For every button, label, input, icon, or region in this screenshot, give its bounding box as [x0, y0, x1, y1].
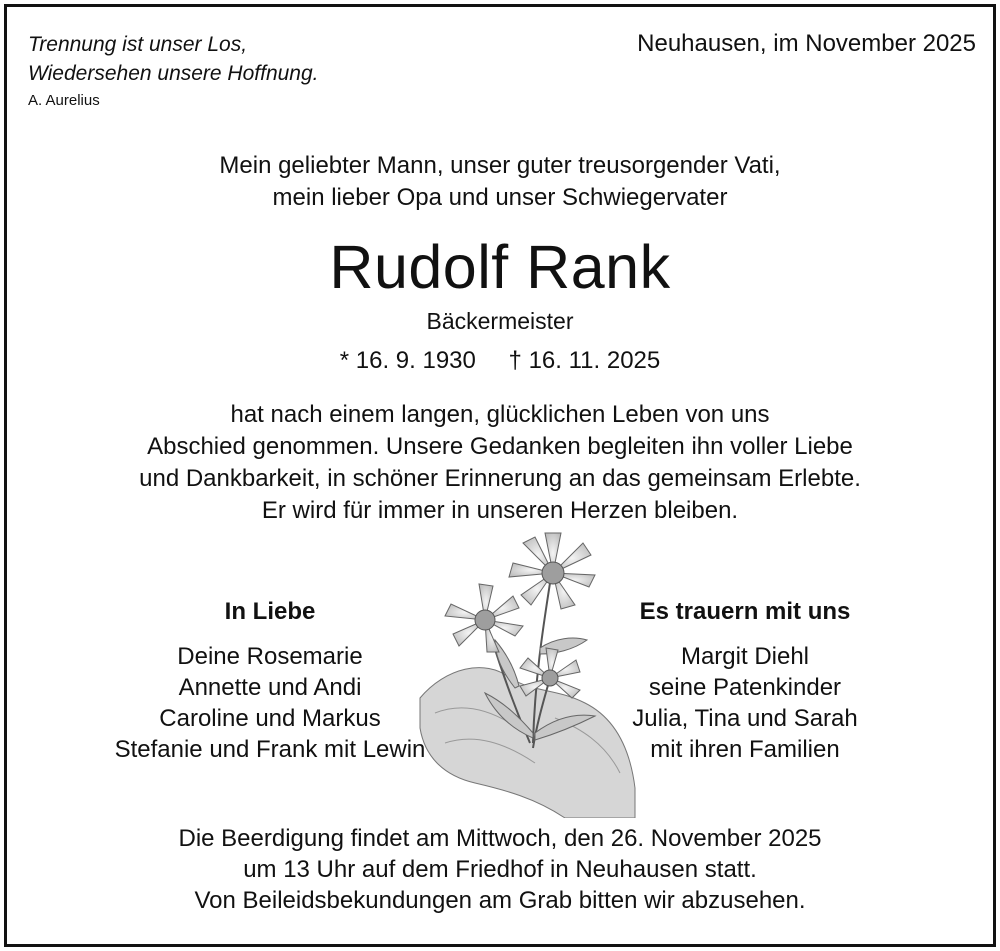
- funeral-line: um 13 Uhr auf dem Friedhof in Neuhausen statt.: [243, 856, 757, 883]
- mourner-name: Margit Diehl: [680, 643, 810, 670]
- funeral-line: Die Beerdigung findet am Mittwoch, den 26. November 2025: [178, 825, 822, 852]
- quote-line: Trennung ist unser Los,: [28, 33, 248, 56]
- intro-text: [0, 150, 1000, 214]
- place-date: Neuhausen, im November 2025: [637, 30, 976, 57]
- mourner-name: Annette und Andi: [178, 674, 362, 701]
- deceased-profession: Bäckermeister: [426, 308, 574, 334]
- deceased-name: Rudolf Rank: [329, 233, 671, 301]
- message-line: Abschied genommen. Unsere Gedanken begleiten ihn voller Liebe: [147, 433, 853, 460]
- message-line: hat nach einem langen, glücklichen Leben von uns: [230, 401, 770, 428]
- intro-line: mein lieber Opa und unser Schwiegervater: [272, 184, 728, 211]
- mourner-name: Deine Rosemarie: [177, 643, 363, 670]
- quote-author: A. Aurelius: [28, 92, 100, 109]
- farewell-message: [0, 399, 1000, 527]
- mourners-family: [70, 596, 470, 765]
- mourner-name: Caroline und Markus: [159, 705, 381, 732]
- birth-date: * 16. 9. 1930: [339, 347, 476, 374]
- mourners-heading: In Liebe: [224, 598, 316, 625]
- mourner-name: Julia, Tina und Sarah: [632, 705, 858, 732]
- mourner-name: seine Patenkinder: [648, 674, 842, 701]
- message-line: Er wird für immer in unseren Herzen bleiben.: [261, 497, 739, 524]
- mourner-name: mit ihren Familien: [650, 736, 840, 763]
- death-date: † 16. 11. 2025: [508, 347, 661, 374]
- mourner-name: Stefanie und Frank mit Lewin: [114, 736, 426, 763]
- mourners-heading: Es trauern mit uns: [639, 598, 851, 625]
- intro-line: Mein geliebter Mann, unser guter treusorgender Vati,: [219, 152, 781, 179]
- mourners-others: [545, 596, 945, 765]
- quote-line: Wiedersehen unsere Hoffnung.: [28, 62, 319, 85]
- life-dates: [0, 347, 1000, 375]
- message-line: und Dankbarkeit, in schöner Erinnerung an das gemeinsam Erlebte.: [139, 465, 861, 492]
- epigraph-quote: [28, 30, 319, 88]
- funeral-info: [0, 823, 1000, 916]
- funeral-line: Von Beileidsbekundungen am Grab bitten wir abzusehen.: [194, 887, 806, 914]
